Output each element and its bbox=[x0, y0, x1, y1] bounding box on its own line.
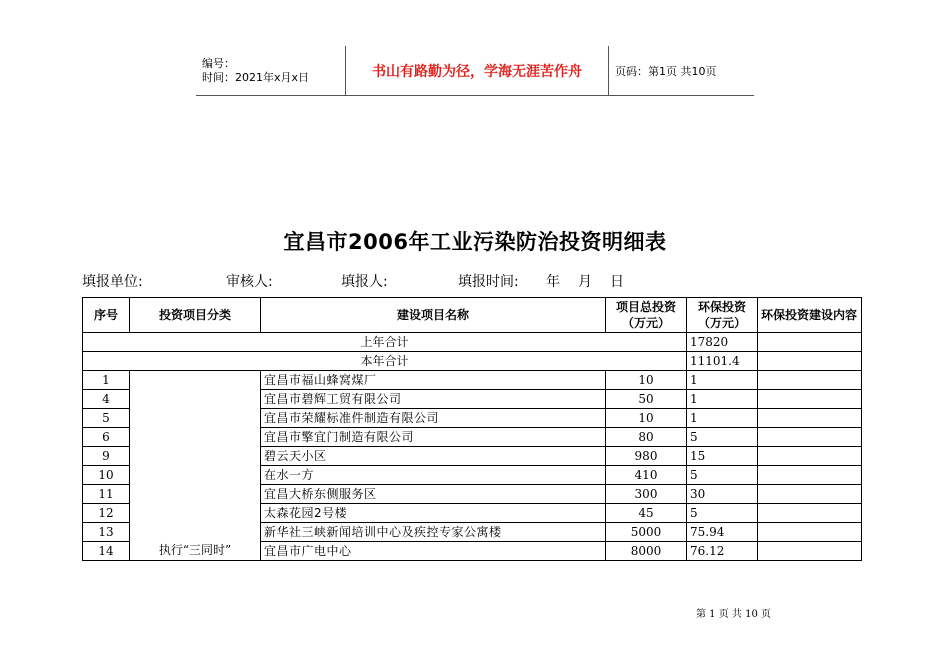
row-name: 太森花园2号楼 bbox=[261, 504, 606, 523]
row-env: 5 bbox=[687, 466, 758, 485]
row-content bbox=[758, 504, 862, 523]
row-env: 1 bbox=[687, 371, 758, 390]
header-info bbox=[196, 46, 346, 96]
page-code: 页码：第1页 共10页 bbox=[609, 46, 755, 96]
field-month: 月 bbox=[578, 274, 592, 290]
row-name: 宜昌市擎宜门制造有限公司 bbox=[261, 428, 606, 447]
row-no: 5 bbox=[83, 409, 130, 428]
row-env: 5 bbox=[687, 504, 758, 523]
header-row bbox=[83, 298, 862, 333]
row-total: 8000 bbox=[606, 542, 687, 561]
row-total: 10 bbox=[606, 371, 687, 390]
row-name: 宜昌市广电中心 bbox=[261, 542, 606, 561]
row-no: 9 bbox=[83, 447, 130, 466]
row-total: 980 bbox=[606, 447, 687, 466]
row-no: 10 bbox=[83, 466, 130, 485]
header-env: 环保投资（万元） bbox=[687, 298, 758, 333]
header-name: 建设项目名称 bbox=[261, 298, 606, 333]
row-name: 宜昌大桥东侧服务区 bbox=[261, 485, 606, 504]
last-year-content bbox=[758, 333, 862, 352]
row-content bbox=[758, 371, 862, 390]
row-no: 11 bbox=[83, 485, 130, 504]
row-no: 1 bbox=[83, 371, 130, 390]
page-header bbox=[196, 46, 754, 96]
row-total: 50 bbox=[606, 390, 687, 409]
row-name: 在水一方 bbox=[261, 466, 606, 485]
header-category: 投资项目分类 bbox=[130, 298, 261, 333]
this-year-label: 本年合计 bbox=[83, 352, 687, 371]
field-reporter: 填报人: bbox=[341, 274, 388, 290]
header-no: 序号 bbox=[83, 298, 130, 333]
this-year-env: 11101.4 bbox=[687, 352, 758, 371]
category-cell: 执行“三同时” bbox=[130, 371, 261, 561]
field-unit: 填报单位: bbox=[82, 274, 143, 290]
row-no: 14 bbox=[83, 542, 130, 561]
row-name: 宜昌市荣耀标准件制造有限公司 bbox=[261, 409, 606, 428]
this-year-row bbox=[83, 352, 862, 371]
row-no: 13 bbox=[83, 523, 130, 542]
row-total: 5000 bbox=[606, 523, 687, 542]
row-name: 新华社三峡新闻培训中心及疾控专家公寓楼 bbox=[261, 523, 606, 542]
row-total: 300 bbox=[606, 485, 687, 504]
row-content bbox=[758, 466, 862, 485]
row-total: 80 bbox=[606, 428, 687, 447]
row-env: 15 bbox=[687, 447, 758, 466]
last-year-row bbox=[83, 333, 862, 352]
field-day: 日 bbox=[610, 274, 624, 290]
row-total: 410 bbox=[606, 466, 687, 485]
page-footer: 第 1 页 共 10 页 bbox=[696, 609, 771, 620]
row-content bbox=[758, 428, 862, 447]
time-text: 时间：2021年x月x日 bbox=[202, 70, 310, 84]
row-env: 1 bbox=[687, 409, 758, 428]
row-content bbox=[758, 523, 862, 542]
header-total: 项目总投资（万元） bbox=[606, 298, 687, 333]
row-no: 6 bbox=[83, 428, 130, 447]
investment-table bbox=[82, 297, 862, 561]
document-title: 宜昌市2006年工业污染防治投资明细表 bbox=[283, 230, 667, 254]
number-label: 编号： bbox=[202, 56, 235, 70]
row-content bbox=[758, 409, 862, 428]
last-year-env: 17820 bbox=[687, 333, 758, 352]
row-env: 75.94 bbox=[687, 523, 758, 542]
row-name: 宜昌市碧辉工贸有限公司 bbox=[261, 390, 606, 409]
row-content bbox=[758, 390, 862, 409]
row-env: 76.12 bbox=[687, 542, 758, 561]
row-no: 12 bbox=[83, 504, 130, 523]
field-time: 填报时间: bbox=[458, 274, 519, 290]
table-row bbox=[83, 371, 862, 390]
field-reviewer: 审核人: bbox=[226, 274, 273, 290]
header-content: 环保投资建设内容 bbox=[758, 298, 862, 333]
row-no: 4 bbox=[83, 390, 130, 409]
last-year-label: 上年合计 bbox=[83, 333, 687, 352]
row-env: 5 bbox=[687, 428, 758, 447]
row-total: 45 bbox=[606, 504, 687, 523]
row-name: 宜昌市福山蜂窝煤厂 bbox=[261, 371, 606, 390]
row-content bbox=[758, 485, 862, 504]
row-env: 1 bbox=[687, 390, 758, 409]
row-total: 10 bbox=[606, 409, 687, 428]
row-name: 碧云天小区 bbox=[261, 447, 606, 466]
motto: 书山有路勤为径，学海无涯苦作舟 bbox=[346, 46, 609, 96]
row-content bbox=[758, 542, 862, 561]
row-content bbox=[758, 447, 862, 466]
row-env: 30 bbox=[687, 485, 758, 504]
field-year: 年 bbox=[546, 274, 560, 290]
this-year-content bbox=[758, 352, 862, 371]
